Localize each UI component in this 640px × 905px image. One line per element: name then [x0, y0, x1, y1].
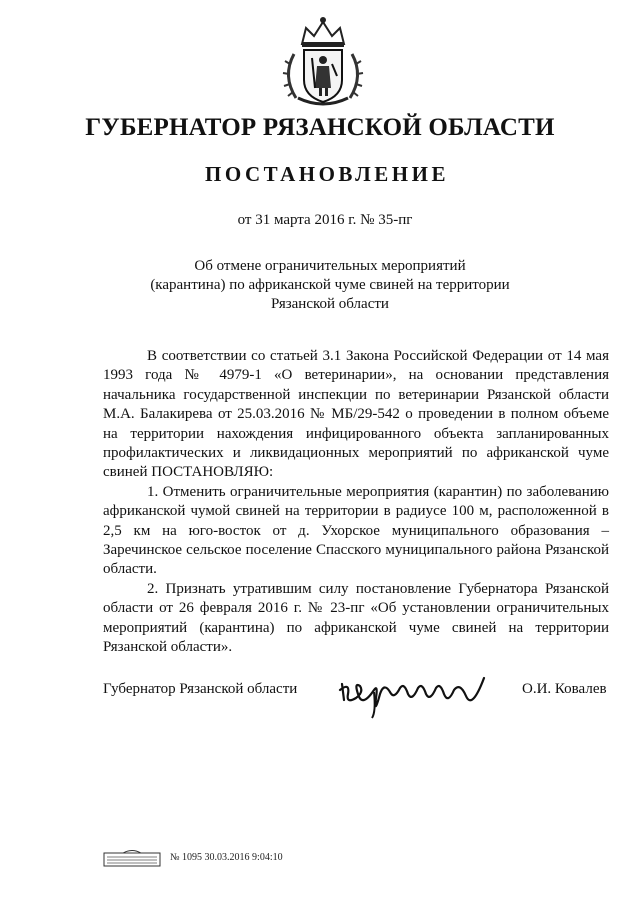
body-paragraph: 2. Признать утратившим силу постановление Губернатора Рязанской области от 26 февраля 2016 г. № 23-пг «Об установлении ограничительных мероприятий (карантина) по африканской чуме свиней на территории Рязанской области». [103, 580, 609, 656]
document-date-number: от 31 марта 2016 г. № 35-пг [237, 212, 413, 228]
registration-number: № 1095 30.03.2016 9:04:10 [170, 852, 283, 863]
body-paragraph: 1. Отменить ограничительные мероприятия (карантин) по заболеванию африканской чумой свиней на территории в радиусе 100 м, расположенной в 2,5 км на юго-восток от д. Ухорское муниципального образования – Заречинское сельское поселение Спасского муниципального района Рязанской области. [103, 483, 609, 578]
issuer-title: ГУБЕРНАТОР РЯЗАНСКОЙ ОБЛАСТИ [85, 114, 555, 141]
handwritten-signature-icon [334, 664, 494, 720]
document-subject [150, 257, 510, 314]
document-type: ПОСТАНОВЛЕНИЕ [205, 162, 449, 186]
subject-line: Рязанской области [271, 296, 389, 312]
body-paragraph: В соответствии со статьей 3.1 Закона Российской Федерации от 14 мая 1993 года № 4979-1 «О ветеринарии», на основании представления начальника государственной инспекции по ветеринарии Рязанской области М.А. Балакирева от 25.03.2016 № МБ/29-542 о проведении в полном объеме на территории нахождения инфицированного объекта запланированных профилактических и ликвидационных мероприятий по африканской чуме свиней ПОСТАНОВЛЯЮ: [103, 348, 609, 481]
subject-line: (карантина) по африканской чуме свиней на территории [150, 277, 510, 293]
signatory-name: О.И. Ковалев [522, 681, 607, 697]
subject-line: Об отмене ограничительных мероприятий [194, 258, 466, 274]
registration-stamp-icon [103, 849, 161, 869]
coat-of-arms-icon [280, 14, 366, 110]
signatory-position: Губернатор Рязанской области [103, 681, 298, 697]
document-body [103, 347, 609, 658]
